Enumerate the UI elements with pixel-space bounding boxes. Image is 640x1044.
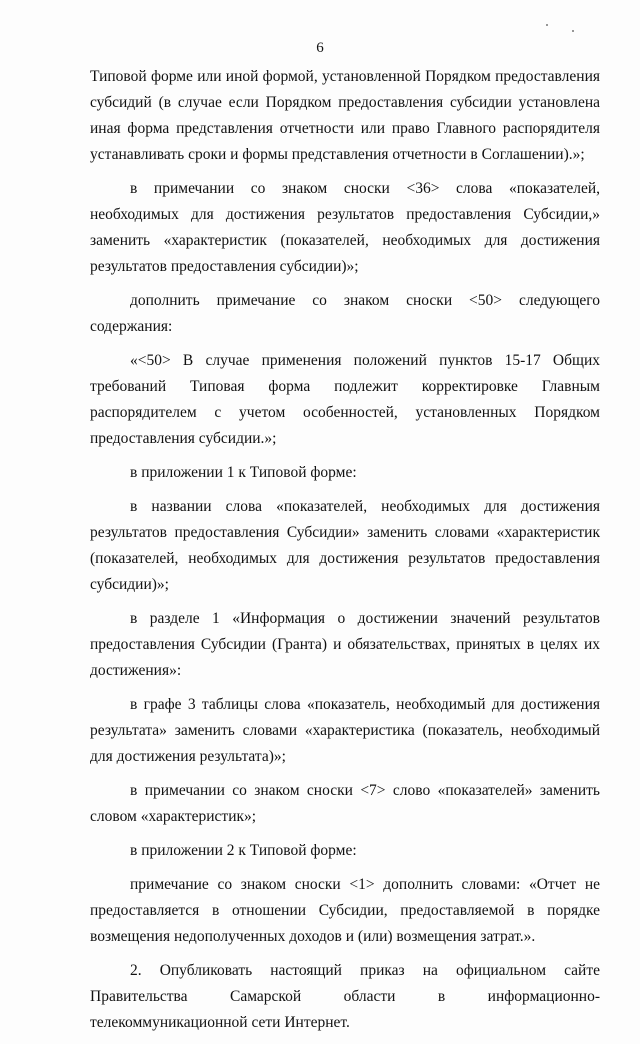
paragraph-5: в приложении 1 к Типовой форме: (130, 464, 357, 481)
scan-speck (546, 24, 548, 26)
paragraph-2: в примечании со знаком сноски <36> слова «показателей, необходимых для достижения результатов предоставления Субсидии,» заменить «характеристик (показателей, необходимых для достижения результатов предоставления субсидии)»; (90, 180, 600, 275)
paragraph-7: в разделе 1 «Информация о достижении значений результатов предоставления Субсидии (Гранта) и обязательствах, принятых в целях их достижения»: (90, 610, 600, 679)
paragraph-6: в названии слова «показателей, необходимых для достижения результатов предоставления Субсидии» заменить словами «характеристик (показателей, необходимых для достижения результатов предоставления субсидии)»; (90, 498, 600, 593)
paragraph-10: в приложении 2 к Типовой форме: (130, 842, 357, 859)
paragraph-8: в графе 3 таблицы слова «показатель, необходимый для достижения результата» заменить словами «характеристика (показатель, необходимый для достижения результата)»; (90, 696, 600, 765)
paragraph-3: дополнить примечание со знаком сноски <50> следующего содержания: (90, 292, 600, 335)
paragraph-11: примечание со знаком сноски <1> дополнить словами: «Отчет не предоставляется в отношении Субсидии, предоставляемой в порядке возмещения недополученных доходов и (или) возмещения затрат.». (90, 876, 600, 945)
paragraph-1: Типовой форме или иной формой, установленной Порядком предоставления субсидий (в случае если Порядком предоставления субсидии установлена иная форма представления отчетности или право Главного распорядителя устанавливать сроки и формы представления отчетности в Соглашении).»; (90, 68, 600, 163)
page-number: 6 (316, 40, 324, 56)
document-body (90, 64, 600, 1044)
paragraph-9: в примечании со знаком сноски <7> слово «показателей» заменить словом «характеристик»; (90, 782, 600, 825)
paragraph-4: «<50> В случае применения положений пунктов 15-17 Общих требований Типовая форма подлежит корректировке Главным распорядителем с учетом особенностей, установленных Порядком предоставления субсидии.»; (90, 352, 600, 447)
paragraph-12: 2. Опубликовать настоящий приказ на официальном сайте Правительства Самарской области в информационно-телекоммуникационной сети Интернет. (90, 962, 600, 1031)
scan-speck (572, 30, 574, 32)
